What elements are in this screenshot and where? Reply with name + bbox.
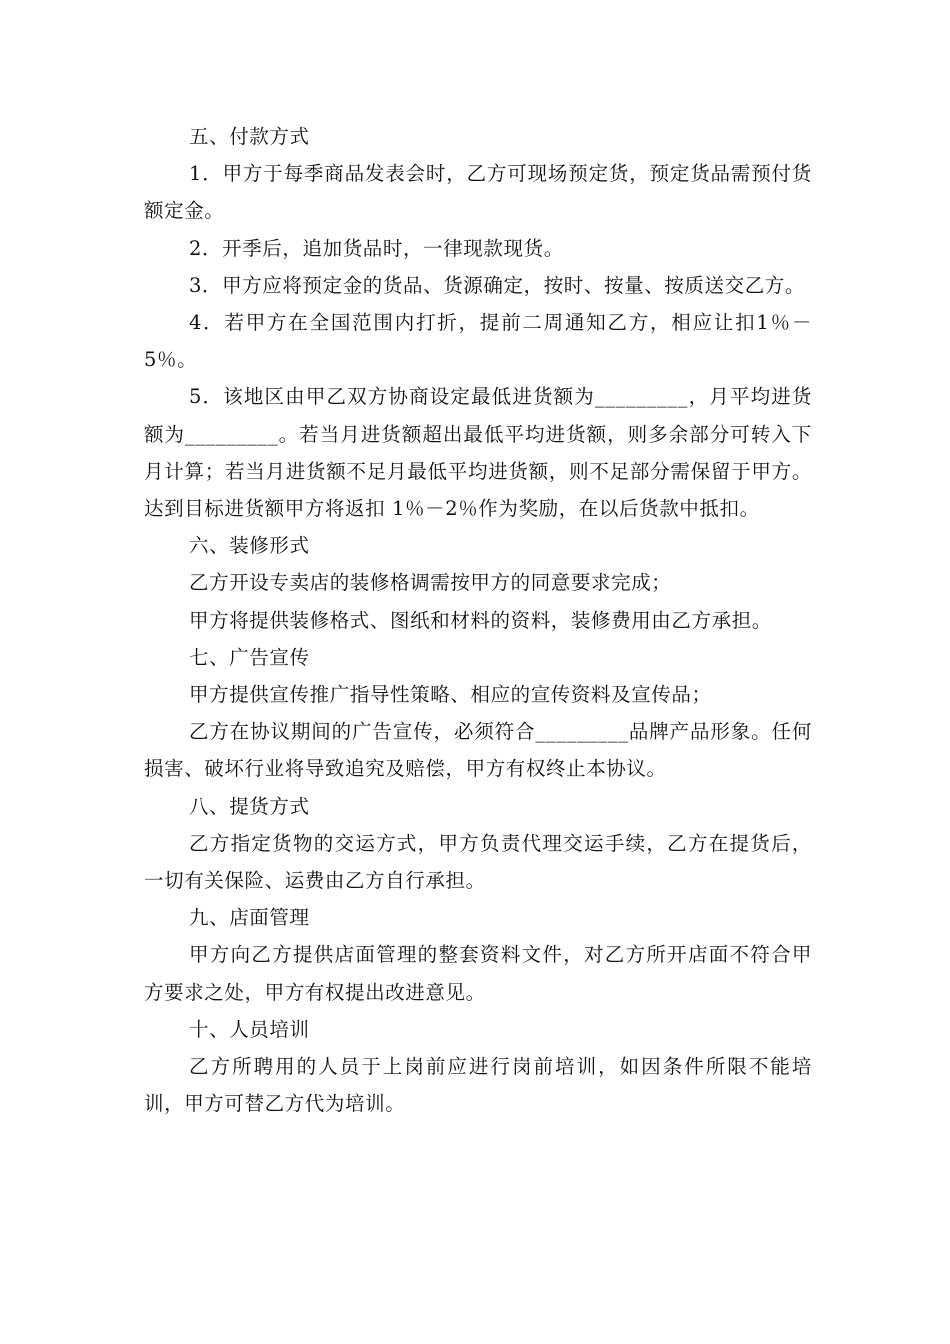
section-heading-payment: 五、付款方式 bbox=[189, 125, 310, 148]
payment-clause-1: 1．甲方于每季商品发表会时，乙方可现场预定货，预定货品需预付货额定金。 bbox=[144, 162, 812, 223]
section-heading-store-management: 九、店面管理 bbox=[189, 906, 310, 930]
document-body bbox=[144, 118, 812, 1122]
section-heading-staff-training: 十、人员培训 bbox=[189, 1017, 310, 1041]
payment-clause-4: 4．若甲方在全国范围内打折，提前二周通知乙方，相应让扣1％－5％。 bbox=[144, 311, 812, 372]
section-heading-advertising: 七、广告宣传 bbox=[189, 645, 310, 669]
payment-clause-5: 5．该地区由甲乙双方协商设定最低进货额为_________，月平均进货额为_________。若当月进货额超出最低平均进货额，则多余部分可转入下月计算；若当月进货额不足月最低平均进货额，则不足部分需保留于甲方。达到目标进货额甲方将返扣 1％－2％作为奖励，在以后货款中抵扣。 bbox=[144, 385, 812, 521]
pickup-clause: 乙方指定货物的交运方式，甲方负责代理交运手续，乙方在提货后，一切有关保险、运费由乙方自行承担。 bbox=[144, 831, 812, 893]
payment-clause-2: 2．开季后，追加货品时，一律现款现货。 bbox=[189, 236, 564, 260]
payment-clause-3: 3．甲方应将预定金的货品、货源确定，按时、按量、按质送交乙方。 bbox=[189, 273, 806, 297]
staff-training-clause: 乙方所聘用的人员于上岗前应进行岗前培训，如因条件所限不能培训，甲方可替乙方代为培训。 bbox=[144, 1055, 812, 1116]
advertising-clause-1: 甲方提供宣传推广指导性策略、相应的宣传资料及宣传品； bbox=[189, 683, 712, 707]
decoration-clause-1: 乙方开设专卖店的装修格调需按甲方的同意要求完成； bbox=[189, 571, 672, 595]
store-management-clause: 甲方向乙方提供店面管理的整套资料文件，对乙方所开店面不符合甲方要求之处，甲方有权提出改进意见。 bbox=[144, 943, 812, 1004]
section-heading-decoration: 六、装修形式 bbox=[189, 534, 310, 558]
section-heading-pickup: 八、提货方式 bbox=[189, 794, 310, 818]
advertising-clause-2: 乙方在协议期间的广告宣传，必须符合_________品牌产品形象。任何损害、破坏行业将导致追究及赔偿，甲方有权终止本协议。 bbox=[144, 720, 812, 781]
decoration-clause-2: 甲方将提供装修格式、图纸和材料的资料，装修费用由乙方承担。 bbox=[189, 608, 772, 632]
